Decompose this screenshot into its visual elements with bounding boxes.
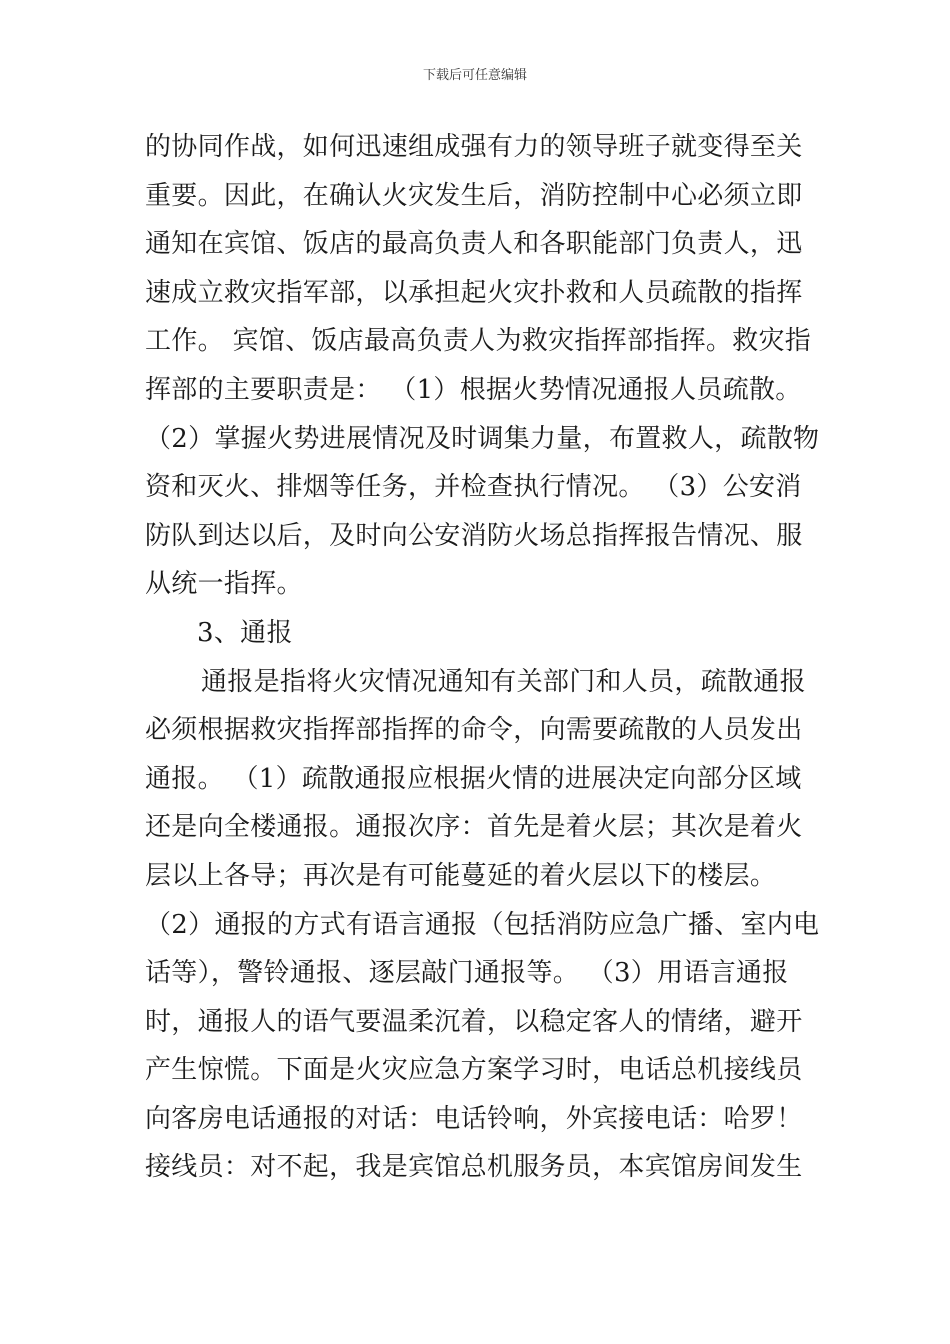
text-line: 必须根据救灾指挥部指挥的命令，向需要疏散的人员发出: [145, 715, 803, 746]
text-line: 时，通报人的语气要温柔沉着，以稳定客人的情绪，避开: [145, 1006, 803, 1037]
text-line: 产生惊慌。下面是火灾应急方案学习时，电话总机接线员: [145, 1055, 803, 1086]
text-line: 速成立救灾指军部，以承担起火灾扑救和人员疏散的指挥: [145, 277, 803, 308]
text-line: 向客房电话通报的对话：电话铃响，外宾接电话：哈罗！: [145, 1103, 803, 1134]
text-line: 工作。 宾馆、饭店最高负责人为救灾指挥部指挥。救灾指: [145, 326, 812, 357]
text-line: 防队到达以后，及时向公安消防火场总指挥报告情况、服: [145, 520, 803, 551]
text-line: 从统一指挥。: [145, 569, 303, 600]
page-header: 下载后可任意编辑: [422, 68, 527, 83]
text-line: 的协同作战，如何迅速组成强有力的领导班子就变得至关: [145, 132, 803, 162]
text-line: 挥部的主要职责是： （1）根据火势情况通报人员疏散。: [145, 374, 802, 405]
section-heading: 3、通报: [197, 617, 293, 648]
body-text: [145, 123, 820, 1192]
text-line: 层以上各导；再次是有可能蔓延的着火层以下的楼层。: [145, 860, 777, 891]
text-line: 重要。因此，在确认火灾发生后，消防控制中心必须立即: [145, 180, 803, 211]
text-line: （2）掌握火势进展情况及时调集力量，布置救人，疏散物: [145, 423, 820, 454]
text-line: 资和灭火、排烟等任务，并检查执行情况。 （3）公安消: [145, 472, 802, 503]
text-line: 还是向全楼通报。通报次序：首先是着火层；其次是着火: [145, 812, 803, 843]
text-line: 通知在宾馆、饭店的最高负责人和各职能部门负责人，迅: [145, 229, 803, 260]
text-line: 接线员：对不起，我是宾馆总机服务员，本宾馆房间发生: [145, 1152, 803, 1183]
text-line: 通报。 （1）疏散通报应根据火情的进展决定向部分区域: [145, 763, 802, 794]
text-line: （2）通报的方式有语言通报（包括消防应急广播、室内电: [145, 909, 820, 940]
text-line: 话等），警铃通报、逐层敲门通报等。 （3）用语言通报: [145, 958, 789, 989]
paragraph-start: 通报是指将火灾情况通知有关部门和人员，疏散通报: [201, 666, 806, 697]
